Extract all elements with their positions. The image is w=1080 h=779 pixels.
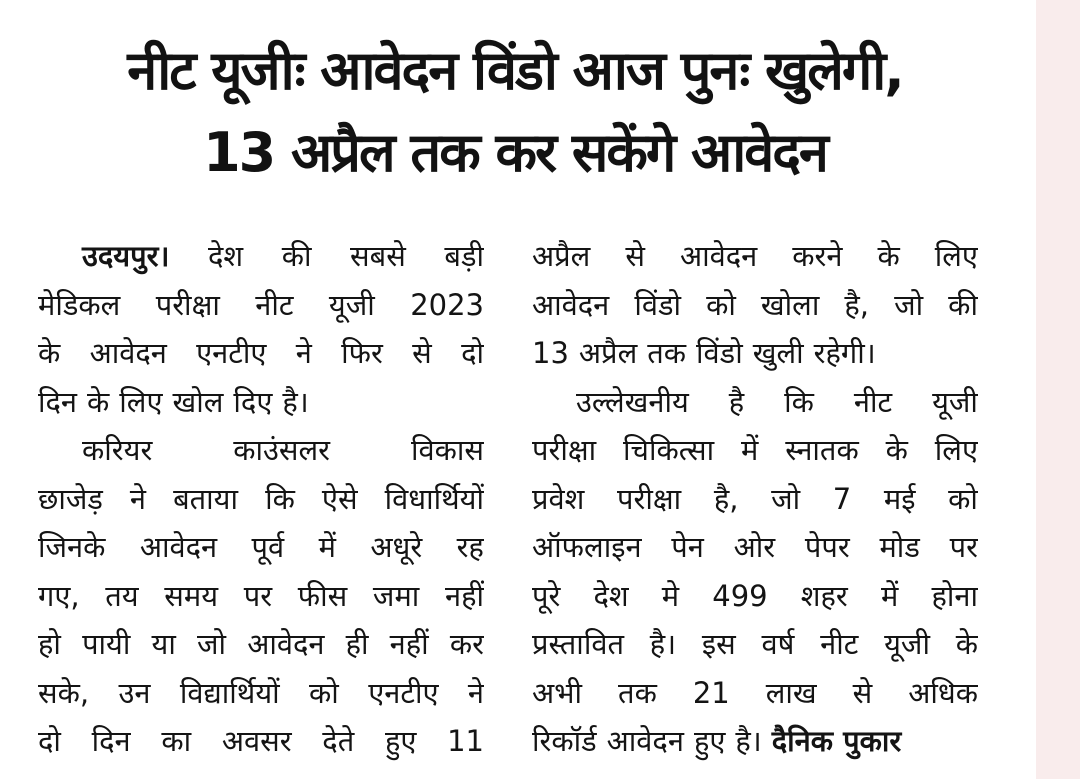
article-word: कर [449,627,484,661]
article-word: मे [661,578,680,613]
article-word: करने [792,239,843,273]
article-word: में [741,433,759,467]
article-word: या [151,627,176,661]
article-word: ऑफलाइन [532,530,642,564]
article-word: मई [883,481,916,516]
article-word: फिर [341,336,383,370]
article-word: करियर [82,433,153,467]
article-line [532,475,978,524]
article-word: लाख [765,675,817,710]
article-line [532,669,978,718]
article-word: जमा [372,578,420,613]
article-word: है। [735,724,762,758]
article-word: चिकित्सा [623,433,715,467]
article-line [38,620,484,669]
article-word: ने [129,481,147,516]
article-line [532,232,978,281]
article-word: ने [295,336,312,370]
article-word: जो [197,627,227,661]
article-word: हुए [693,724,726,758]
article-word: 2023 [410,287,484,322]
article-line [38,329,484,378]
article-word: स्नातक [785,433,859,467]
article-word: के [877,239,900,273]
article-line [38,669,484,718]
article-word: आवेदन [139,530,218,564]
article-word: आवेदन [606,724,684,758]
article-word: विकास [410,433,484,467]
article-word: की [281,239,312,273]
article-word: नहीं [444,578,484,613]
article-word: बताया [173,481,239,516]
left-column [38,232,484,766]
right-column [532,232,978,766]
article-word: ही [345,627,369,661]
article-word: विंडो [634,287,681,322]
article-word: सबसे [350,239,406,273]
article-word: नहीं [389,627,429,661]
article-word: दो [38,724,61,758]
article-word: पर [243,578,273,613]
article-word: से [852,675,873,710]
article-word: प्रवेश [532,481,585,516]
article-line [38,475,484,524]
article-word: विद्यार्थियों [179,675,280,710]
article-word: रह [456,530,484,564]
article-word: में [318,530,336,564]
article-word: समय [164,578,219,613]
article-word: से [625,239,645,273]
article-word: शहर [800,578,848,613]
article-line [532,717,978,766]
article-word: ने [467,675,484,710]
article-word: पायी [82,627,131,661]
article-word: लिए [934,433,978,467]
headline-line-2: 13 अप्रैल तक कर सकेंगे आवेदन [203,121,827,184]
article-word: अप्रैल [578,336,638,370]
article-word: एनटीए [368,675,439,710]
article-word: लिए [934,239,978,273]
article-word: जो [771,481,801,516]
article-word: के [38,336,61,370]
article-line [532,426,978,475]
article-word: यूजी [328,287,375,322]
article-word: 499 [712,578,768,613]
article-word: 7 [832,481,852,516]
article-word: प्रस्तावित [532,627,624,661]
article-word: को [706,287,736,322]
article-word: इस [701,627,736,661]
article-line [532,620,978,669]
article-word: परीक्षा [617,481,682,516]
article-word: अधूरे [370,530,423,564]
article-word: मोड [879,530,920,564]
article-word: के [955,627,978,661]
article-word: नीट [853,384,893,419]
article-line [532,572,978,621]
article-line [38,378,484,427]
article-word: खुली [752,336,804,370]
article-word: परीक्षा [155,287,220,322]
article-word: देश [593,578,629,613]
article-word: तक [647,336,687,370]
article-line [38,281,484,330]
article-word: है [728,384,745,419]
article-word: मेडिकल [38,287,121,322]
article-word: दिन [38,384,78,419]
article-word: तय [105,578,139,613]
article-word: ऐसे [321,481,358,516]
article-word: नीट [820,627,859,661]
article-word: के [885,433,908,467]
article-word: हो [38,627,61,661]
page-edge-strip [1036,0,1080,779]
article-line [532,378,978,427]
article-word: विधार्थियों [384,481,484,516]
article-word: होना [931,578,978,613]
headline [20,30,1010,194]
article-word: परीक्षा [532,433,597,467]
article-word: काउंसलर [233,433,331,467]
article-word: उल्लेखनीय [576,384,689,419]
article-word: अभी [532,675,583,710]
article-line [38,426,484,475]
article-word: आवेदन [89,336,167,370]
article-word: 21 [692,675,730,710]
article-line [38,523,484,572]
article-word: जिनके [38,530,106,564]
article-word: एनटीए [196,336,267,370]
article-word: ओर [733,530,776,564]
article-line [38,232,484,281]
article-line [38,717,484,766]
article-word: है। [649,627,677,661]
article-word: के [87,384,110,419]
article-word: खोल [172,384,224,419]
article-word: बड़ी [444,239,484,273]
article-word: 13 [532,336,569,370]
article-word: खोला [760,287,820,322]
article-word: यूजी [932,384,978,419]
article-word: अधिक [908,675,978,710]
article-word: आवेदन [247,627,325,661]
article-word: आवेदन [532,287,610,322]
article-word: यूजी [884,627,930,661]
headline-line-1: नीट यूजीः आवेदन विंडो आज पुनः खुलेगी, [127,39,903,102]
article-word: वर्ष [761,627,795,661]
article-word: पर [949,530,978,564]
article-word: सके, [38,675,90,710]
article-word: को [948,481,978,516]
article-word: है, [844,287,870,322]
article-word: पूरे [532,578,561,613]
article-word: रिकॉर्ड [532,724,597,758]
article-word: पूर्व [251,530,285,564]
article-line [38,572,484,621]
article-word: 11 [447,724,484,758]
article-word: में [880,578,899,613]
article-word: की [948,287,978,322]
article-word: को [309,675,339,710]
article-word: दो [461,336,484,370]
article-word: रहेगी। [813,336,876,370]
article-word: का [161,724,192,758]
article-word: छाजेड़ [38,481,103,516]
article-word: पेपर [804,530,850,564]
article-word: अवसर [221,724,292,758]
article-word: कि [784,384,814,419]
article-word: जो [894,287,924,322]
article-word: से [412,336,432,370]
article-word: दिए [233,384,273,419]
article-word: लिए [119,384,163,419]
article-word: फीस [297,578,348,613]
article-word: आवेदन [679,239,758,273]
article-word: देश [208,239,244,273]
article-line [532,281,978,330]
article-word: है। [282,384,309,419]
article-word: अप्रैल [532,239,591,273]
article-word: नीट [255,287,294,322]
dateline: उदयपुर। [82,239,170,273]
article-word: पेन [671,530,704,564]
article-word: विंडो [696,336,743,370]
article-word: हुए [384,724,417,758]
article-word: उन [118,675,151,710]
source-credit: दैनिक पुकार [771,724,902,758]
article-word: गए, [38,578,80,613]
article-word: तक [618,675,657,710]
article-word: दिन [91,724,131,758]
article-line [532,523,978,572]
article-line [532,329,978,378]
article-word: है, [713,481,739,516]
article-word: कि [265,481,295,516]
article-word: देते [322,724,355,758]
